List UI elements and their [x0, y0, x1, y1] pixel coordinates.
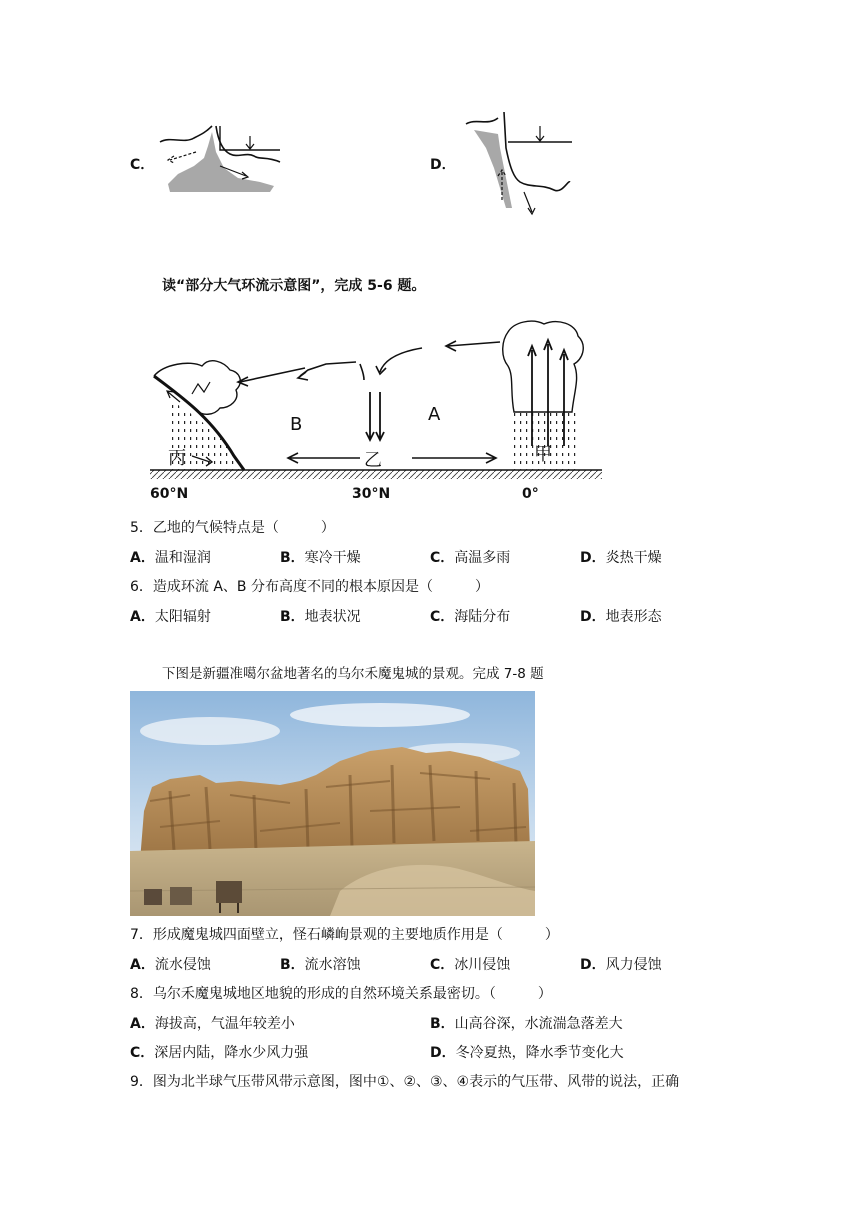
- question-5-stem: 5．乙地的气候特点是（ ）: [130, 520, 335, 536]
- option-label: B．: [280, 550, 305, 566]
- q8-option-c: [130, 1043, 308, 1063]
- question-9-stem: 9．图为北半球气压带风带示意图，图中①、②、③、④表示的气压带、风带的说法，正确: [130, 1074, 680, 1090]
- q5-option-b: [280, 548, 361, 568]
- option-d-label: D．: [430, 157, 456, 173]
- option-label: D．: [580, 609, 606, 625]
- option-text: 太阳辐射: [154, 609, 211, 625]
- option-text: 深居内陆，降水少风力强: [154, 1045, 309, 1061]
- q7-option-d: [580, 955, 662, 975]
- q5-option-c: [430, 548, 510, 568]
- wuerhe-ghost-city-photo: [130, 691, 535, 916]
- option-label: A．: [130, 1016, 155, 1032]
- option-c-label: C．: [130, 157, 155, 173]
- option-text: 流水侵蚀: [154, 957, 211, 973]
- option-text: 地表形态: [605, 609, 662, 625]
- q5-option-a: [130, 548, 211, 568]
- option-label: C．: [430, 957, 455, 973]
- option-d-figure: [458, 108, 578, 220]
- option-text: 海拔高，气温年较差小: [154, 1016, 295, 1032]
- q8-option-b: [430, 1014, 623, 1034]
- option-text: 寒冷干燥: [304, 550, 361, 566]
- q5-option-d: [580, 548, 662, 568]
- lat-60n: 60°N: [150, 486, 189, 502]
- ground-hatch: [150, 470, 602, 479]
- lat-0: 0°: [522, 486, 539, 502]
- label-bing: 丙: [168, 448, 186, 469]
- option-label: C．: [430, 609, 455, 625]
- option-label: B．: [280, 957, 305, 973]
- q7-option-b: [280, 955, 361, 975]
- option-text: 炎热干燥: [605, 550, 662, 566]
- option-text: 冬冷夏热，降水季节变化大: [455, 1045, 624, 1061]
- q6-option-d: [580, 607, 662, 627]
- option-c-figure: [150, 122, 290, 194]
- option-label: A．: [130, 609, 155, 625]
- option-text: 流水溶蚀: [304, 957, 361, 973]
- label-jia: 甲: [534, 444, 552, 465]
- option-label: A．: [130, 550, 155, 566]
- equator-cloud: [503, 321, 584, 412]
- option-label: B．: [280, 609, 305, 625]
- option-text: 温和湿润: [154, 550, 211, 566]
- question-7-stem: 7．形成魔鬼城四面壁立，怪石嶙峋景观的主要地质作用是（ ）: [130, 927, 559, 943]
- option-label: B．: [430, 1016, 455, 1032]
- lat-30n: 30°N: [352, 486, 391, 502]
- option-label: A．: [130, 957, 155, 973]
- q8-option-d: [430, 1043, 624, 1063]
- q6-option-a: [130, 607, 211, 627]
- question-6-stem: 6．造成环流 A、B 分布高度不同的根本原因是（ ）: [130, 579, 489, 595]
- option-label: D．: [580, 957, 606, 973]
- option-text: 风力侵蚀: [605, 957, 662, 973]
- q7-option-a: [130, 955, 211, 975]
- option-label: D．: [430, 1045, 456, 1061]
- q6-option-b: [280, 607, 361, 627]
- question-8-stem: 8．乌尔禾魔鬼城地区地貌的形成的自然环境关系最密切。（ ）: [130, 986, 552, 1002]
- label-b: B: [290, 414, 303, 435]
- label-yi: 乙: [364, 450, 382, 471]
- intro-5-6: 读“部分大气环流示意图”，完成 5-6 题。: [162, 278, 426, 294]
- label-a: A: [428, 404, 441, 425]
- option-text: 山高谷深，水流湍急落差大: [454, 1016, 623, 1032]
- option-text: 高温多雨: [454, 550, 511, 566]
- option-text: 冰川侵蚀: [454, 957, 511, 973]
- q6-option-c: [430, 607, 510, 627]
- q7-option-c: [430, 955, 510, 975]
- option-label: C．: [130, 1045, 155, 1061]
- option-text: 地表状况: [304, 609, 361, 625]
- intro-7-8: 下图是新疆准噶尔盆地著名的乌尔禾魔鬼城的景观。完成 7-8 题: [162, 666, 544, 682]
- q8-option-a: [130, 1014, 295, 1034]
- option-text: 海陆分布: [454, 609, 511, 625]
- atmospheric-circulation-diagram: [140, 316, 610, 504]
- option-label: D．: [580, 550, 606, 566]
- option-label: C．: [430, 550, 455, 566]
